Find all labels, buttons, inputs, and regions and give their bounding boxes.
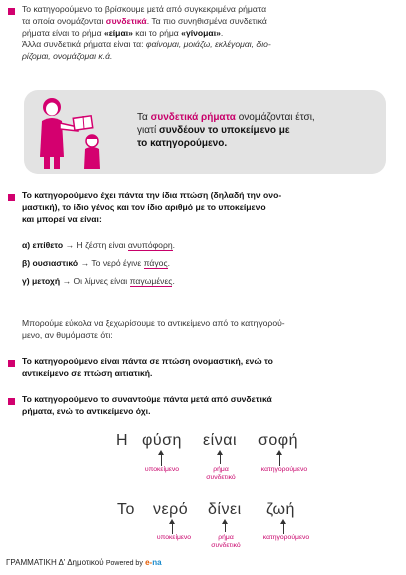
footer bbox=[6, 558, 162, 567]
arrow-up-icon bbox=[279, 454, 280, 466]
rule-3-line-2: ρήματα, ενώ το αντικείμενο όχι. bbox=[22, 405, 151, 416]
rule-1-line-2: μαστική), το ίδιο γένος και τον ίδιο αριθμό με το υποκείμενο bbox=[22, 201, 266, 212]
bullet-square bbox=[8, 360, 15, 367]
sentence-1-word-verb: είναι bbox=[203, 432, 237, 449]
sentence-2-word-object: ζωή bbox=[266, 501, 295, 518]
rule-3-line-1: Το κατηγορούμενο το συναντούμε πάντα μετά από συνδετικά bbox=[22, 394, 272, 404]
bullet-square bbox=[8, 8, 15, 15]
arrow-up-icon bbox=[172, 523, 173, 534]
bullet-square bbox=[8, 194, 15, 201]
bullet-square bbox=[8, 398, 15, 405]
footer-powered: Powered by bbox=[105, 560, 143, 567]
distinguish-line-2: μενο, αν θυμόμαστε ότι: bbox=[22, 329, 113, 340]
sentence-1-word-predicate: σοφή bbox=[258, 432, 299, 449]
arrow-right-icon: → bbox=[65, 240, 75, 250]
intro-line-5: ρίζομαι, ονομάζομαι κ.ά. bbox=[22, 51, 113, 62]
sentence-1-word-article: Η bbox=[116, 432, 129, 449]
arrow-right-icon: → bbox=[80, 258, 90, 268]
definition-line-2: γιατί συνδέουν το υποκείμενο με bbox=[137, 125, 290, 136]
arrow-up-icon bbox=[225, 523, 226, 532]
label-verb: ρήμα συνδετικό bbox=[206, 466, 236, 481]
label-subject: υποκείμενο bbox=[156, 534, 192, 541]
arrow-up-icon bbox=[220, 454, 221, 464]
example-participle: γ) μετοχή → Οι λίμνες είναι παγωμένες. bbox=[22, 276, 175, 286]
definition-line-3: το κατηγορούμενο. bbox=[137, 138, 228, 149]
arrow-up-icon bbox=[161, 454, 162, 466]
intro-line-4: Άλλα συνδετικά ρήματα είναι τα: φαίνομαι, μοιάζω, εκλέγομαι, διο- bbox=[22, 39, 271, 50]
intro-line-1: Το κατηγορούμενο το βρίσκουμε μετά από συγκεκριμένα ρήματα bbox=[22, 4, 267, 14]
term-syndetika: συνδετικά bbox=[105, 15, 147, 26]
sentence-1-word-subject: φύση bbox=[142, 432, 182, 449]
label-verb: ρήμα συνδετικό bbox=[211, 534, 241, 549]
arrow-up-icon bbox=[283, 523, 284, 534]
arrow-right-icon: → bbox=[62, 276, 72, 286]
sentence-2-word-subject: νερό bbox=[153, 501, 189, 518]
sentence-2-word-verb: δίνει bbox=[208, 501, 242, 518]
rule-2-line-1: Το κατηγορούμενο είναι πάντα σε πτώση ονομαστική, ενώ το bbox=[22, 356, 273, 366]
rule-1-line-3: και μπορεί να είναι: bbox=[22, 213, 102, 224]
rule-2-line-2: αντικείμενο σε πτώση αιτιατική. bbox=[22, 367, 153, 378]
label-predicate: κατηγορούμενο bbox=[260, 466, 308, 473]
definition-line-1: Τα συνδετικά ρήματα ονομάζονται έτσι, bbox=[137, 112, 315, 123]
rule-1-line-1: Το κατηγορούμενο έχει πάντα την ίδια πτώση (δηλαδή την ονο- bbox=[22, 190, 282, 200]
rule-1 bbox=[22, 190, 394, 225]
intro-paragraph bbox=[22, 4, 392, 63]
sentence-2-word-article: Το bbox=[117, 501, 135, 518]
footer-title: ΓΡΑΜΜΑΤΙΚΗ Δ' Δημοτικού bbox=[6, 558, 104, 567]
example-adjective: α) επίθετο → Η ζέστη είναι ανυπόφορη. bbox=[22, 240, 176, 250]
distinguish-paragraph bbox=[22, 318, 394, 342]
label-subject: υποκείμενο bbox=[144, 466, 180, 473]
teacher-illustration bbox=[30, 93, 110, 173]
rule-2 bbox=[22, 356, 394, 380]
distinguish-line-1: Μπορούμε εύκολα να ξεχωρίσουμε το αντικείμενο από το κατηγορού- bbox=[22, 318, 285, 328]
definition-text bbox=[137, 111, 377, 150]
ena-logo-icon: e-na bbox=[145, 558, 162, 567]
intro-line-3: ρήματα είναι το ρήμα «είμαι» και το ρήμα «γίνομαι». bbox=[22, 27, 224, 38]
example-noun: β) ουσιαστικό → Το νερό έγινε πάγος. bbox=[22, 258, 170, 268]
intro-line-2: τα οποία ονομάζονται συνδετικά. Τα πιο συνηθισμένα συνδετικά bbox=[22, 15, 267, 26]
label-predicate: κατηγορούμενο bbox=[262, 534, 310, 541]
rule-3 bbox=[22, 394, 394, 418]
